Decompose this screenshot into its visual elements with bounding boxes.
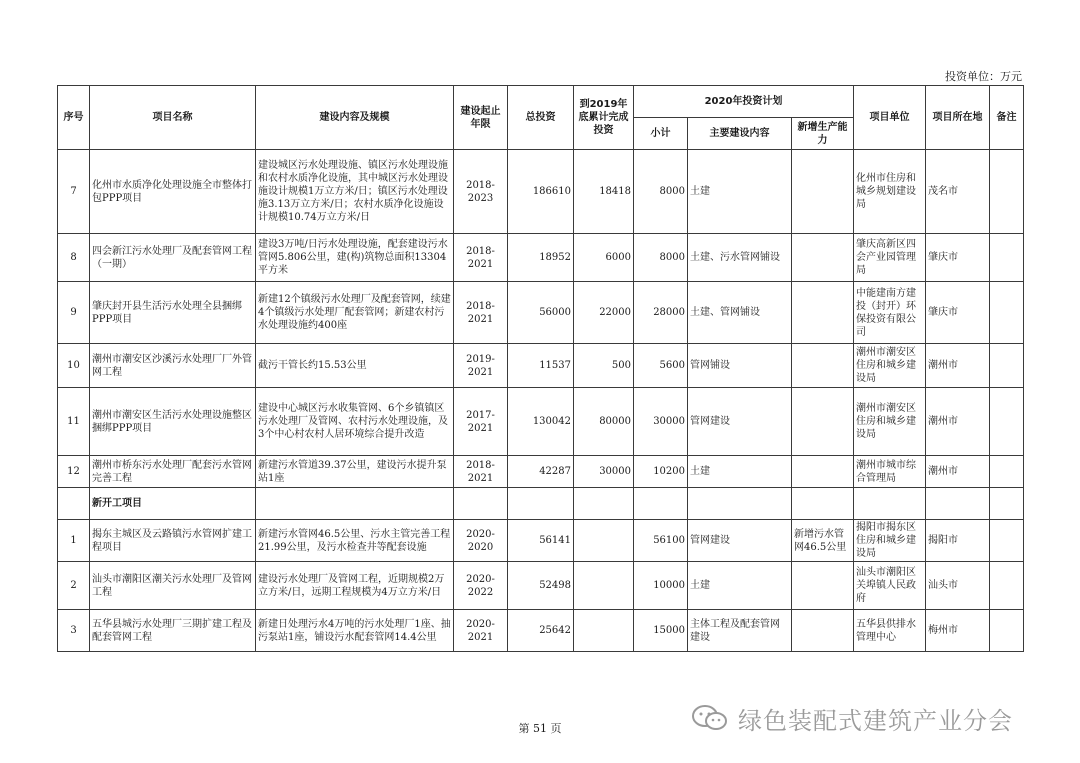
page-number: 第 51 页 <box>518 722 562 735</box>
cell-content: 新建日处理污水4万吨的污水处理厂1座、抽污泵站1座，铺设污水配套管网14.4公里 <box>256 610 454 652</box>
cell-name: 化州市水质净化处理设施全市整体打包PPP项目 <box>90 150 256 234</box>
cell-total: 186610 <box>508 150 574 234</box>
cell-capacity: 新增污水管网46.5公里 <box>792 520 854 562</box>
cell-period: 2020-2021 <box>454 610 508 652</box>
cell-capacity <box>792 282 854 344</box>
header-total: 总投资 <box>508 86 574 150</box>
cell-unit: 肇庆高新区四会产业园管理局 <box>854 234 926 282</box>
cell-seq: 1 <box>58 520 90 562</box>
cell-cumulative: 18418 <box>574 150 634 234</box>
cell-capacity <box>792 456 854 488</box>
cell-seq: 7 <box>58 150 90 234</box>
cell-main-content: 土建 <box>688 456 792 488</box>
table-row <box>58 456 1024 488</box>
cell-cumulative: 6000 <box>574 234 634 282</box>
header-main-content: 主要建设内容 <box>688 118 792 150</box>
cell-unit: 五华县供排水管理中心 <box>854 610 926 652</box>
cell-remark <box>990 282 1024 344</box>
cell-main-content: 土建 <box>688 562 792 610</box>
cell-location: 茂名市 <box>926 150 990 234</box>
cell-period: 2019-2021 <box>454 344 508 388</box>
cell-location: 揭阳市 <box>926 520 990 562</box>
cell-remark <box>990 150 1024 234</box>
cell-main-content: 管网建设 <box>688 520 792 562</box>
cell-cumulative: 80000 <box>574 388 634 456</box>
cell-subtotal: 15000 <box>634 610 688 652</box>
cell-capacity <box>792 344 854 388</box>
cell-capacity <box>792 388 854 456</box>
cell-main-content: 主体工程及配套管网建设 <box>688 610 792 652</box>
header-remark: 备注 <box>990 86 1024 150</box>
cell-cumulative <box>574 562 634 610</box>
table-row <box>58 388 1024 456</box>
cell-seq: 3 <box>58 610 90 652</box>
table-row <box>58 282 1024 344</box>
cell-location: 汕头市 <box>926 562 990 610</box>
cell-subtotal: 5600 <box>634 344 688 388</box>
cell-main-content: 管网建设 <box>688 388 792 456</box>
cell-seq: 9 <box>58 282 90 344</box>
cell-period: 2017-2021 <box>454 388 508 456</box>
cell-unit: 中能建南方建投（封开）环保投资有限公司 <box>854 282 926 344</box>
cell-location: 肇庆市 <box>926 234 990 282</box>
cell-location: 潮州市 <box>926 344 990 388</box>
cell-content: 建设中心城区污水收集管网、6个乡镇镇区污水处理厂及管网、农村污水处理设施，及3个中心村农村人居环境综合提升改造 <box>256 388 454 456</box>
cell-total: 56000 <box>508 282 574 344</box>
cell-content: 新建12个镇级污水处理厂及配套管网，续建4个镇级污水处理厂配套管网；新建农村污水处理设施约400座 <box>256 282 454 344</box>
cell-name: 潮州市桥东污水处理厂配套污水管网完善工程 <box>90 456 256 488</box>
header-content: 建设内容及规模 <box>256 86 454 150</box>
cell-total: 11537 <box>508 344 574 388</box>
header-cumulative: 到2019年底累计完成投资 <box>574 86 634 150</box>
cell-period: 2020-2020 <box>454 520 508 562</box>
header-subtotal: 小计 <box>634 118 688 150</box>
cell-seq: 2 <box>58 562 90 610</box>
cell-total: 52498 <box>508 562 574 610</box>
header-new-capacity: 新增生产能力 <box>792 118 854 150</box>
cell-remark <box>990 610 1024 652</box>
header-name: 项目名称 <box>90 86 256 150</box>
cell-subtotal: 28000 <box>634 282 688 344</box>
cell-total: 130042 <box>508 388 574 456</box>
cell-unit: 潮州市潮安区住房和城乡建设局 <box>854 344 926 388</box>
section-title: 新开工项目 <box>90 488 256 520</box>
section-row <box>58 488 1024 520</box>
cell-content: 建设3万吨/日污水处理设施，配套建设污水管网5.806公里，建(构)筑物总面积13304平方米 <box>256 234 454 282</box>
cell-subtotal: 10200 <box>634 456 688 488</box>
cell-cumulative: 500 <box>574 344 634 388</box>
watermark-text: 绿色装配式建筑产业分会 <box>738 706 1013 735</box>
header-seq: 序号 <box>58 86 90 150</box>
cell-main-content: 管网铺设 <box>688 344 792 388</box>
cell-name: 四会新江污水处理厂及配套管网工程（一期） <box>90 234 256 282</box>
cell-unit: 潮州市潮安区住房和城乡建设局 <box>854 388 926 456</box>
cell-unit: 化州市住房和城乡规划建设局 <box>854 150 926 234</box>
table-row <box>58 150 1024 234</box>
cell-content: 截污干管长约15.53公里 <box>256 344 454 388</box>
cell-cumulative: 22000 <box>574 282 634 344</box>
cell-subtotal: 8000 <box>634 234 688 282</box>
cell-location: 肇庆市 <box>926 282 990 344</box>
cell-capacity <box>792 562 854 610</box>
cell-content: 建设污水处理厂及管网工程，近期规模2万立方米/日，远期工程规模为4万立方米/日 <box>256 562 454 610</box>
cell-seq: 11 <box>58 388 90 456</box>
table-row <box>58 234 1024 282</box>
header-plan-2020: 2020年投资计划 <box>634 86 854 118</box>
cell-seq: 10 <box>58 344 90 388</box>
table-row <box>58 520 1024 562</box>
cell-period: 2018-2021 <box>454 234 508 282</box>
cell-location: 潮州市 <box>926 388 990 456</box>
cell-name: 五华县城污水处理厂三期扩建工程及配套管网工程 <box>90 610 256 652</box>
cell-remark <box>990 234 1024 282</box>
cell-remark <box>990 344 1024 388</box>
cell-cumulative <box>574 520 634 562</box>
cell-name: 肇庆封开县生活污水处理全县捆绑PPP项目 <box>90 282 256 344</box>
cell-period: 2020-2022 <box>454 562 508 610</box>
cell-period: 2018-2023 <box>454 150 508 234</box>
cell-main-content: 土建、污水管网铺设 <box>688 234 792 282</box>
cell-capacity <box>792 150 854 234</box>
cell-cumulative <box>574 610 634 652</box>
header-unit: 项目单位 <box>854 86 926 150</box>
investment-unit-label: 投资单位：万元 <box>945 70 1022 83</box>
table-row <box>58 562 1024 610</box>
cell-remark <box>990 456 1024 488</box>
cell-name: 汕头市潮阳区潮关污水处理厂及管网工程 <box>90 562 256 610</box>
header-period: 建设起止年限 <box>454 86 508 150</box>
cell-content: 新建污水管道39.37公里，建设污水提升泵站1座 <box>256 456 454 488</box>
cell-remark <box>990 562 1024 610</box>
cell-main-content: 土建、管网铺设 <box>688 282 792 344</box>
cell-unit: 汕头市潮阳区关埠镇人民政府 <box>854 562 926 610</box>
cell-period: 2018-2021 <box>454 456 508 488</box>
cell-unit: 潮州市城市综合管理局 <box>854 456 926 488</box>
cell-location: 潮州市 <box>926 456 990 488</box>
cell-seq: 8 <box>58 234 90 282</box>
cell-total: 56141 <box>508 520 574 562</box>
cell-remark <box>990 388 1024 456</box>
cell-subtotal: 56100 <box>634 520 688 562</box>
investment-plan-table <box>57 85 1024 652</box>
cell-period: 2018-2021 <box>454 282 508 344</box>
cell-content: 新建污水管网46.5公里、污水主管完善工程21.99公里，及污水检查井等配套设施 <box>256 520 454 562</box>
cell-capacity <box>792 610 854 652</box>
cell-seq: 12 <box>58 456 90 488</box>
cell-subtotal: 8000 <box>634 150 688 234</box>
cell-total: 42287 <box>508 456 574 488</box>
cell-cumulative: 30000 <box>574 456 634 488</box>
cell-remark <box>990 520 1024 562</box>
cell-unit: 揭阳市揭东区住房和城乡建设局 <box>854 520 926 562</box>
cell-total: 25642 <box>508 610 574 652</box>
cell-location: 梅州市 <box>926 610 990 652</box>
cell-subtotal: 30000 <box>634 388 688 456</box>
cell-name: 潮州市潮安区沙溪污水处理厂厂外管网工程 <box>90 344 256 388</box>
cell-capacity <box>792 234 854 282</box>
cell-name: 揭东主城区及云路镇污水管网扩建工程项目 <box>90 520 256 562</box>
header-location: 项目所在地 <box>926 86 990 150</box>
cell-total: 18952 <box>508 234 574 282</box>
cell-main-content: 土建 <box>688 150 792 234</box>
cell-name: 潮州市潮安区生活污水处理设施整区捆绑PPP项目 <box>90 388 256 456</box>
cell-content: 建设城区污水处理设施、镇区污水处理设施和农村水质净化设施，其中城区污水处理设施设计规模1万立方米/日；镇区污水处理设施3.13万立方米/日；农村水质净化设施设计规模10.74万立方米/日 <box>256 150 454 234</box>
table-row <box>58 344 1024 388</box>
cell-subtotal: 10000 <box>634 562 688 610</box>
table-row <box>58 610 1024 652</box>
